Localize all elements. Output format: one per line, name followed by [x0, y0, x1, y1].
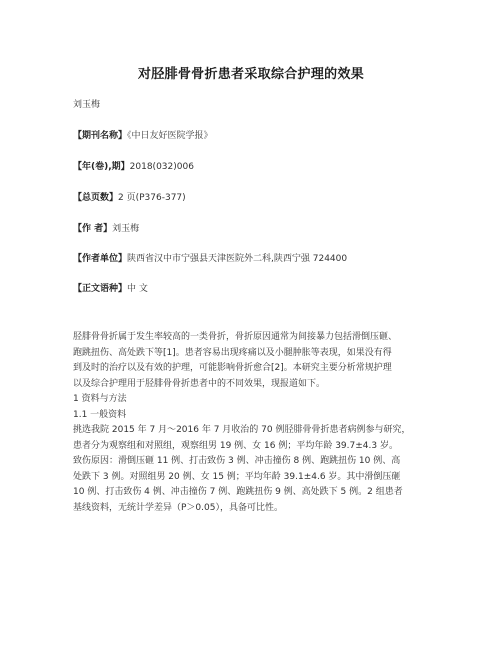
section-heading: 1 资料与方法 [73, 394, 127, 404]
text-line: 挑选我院 2015 年 7 月～2016 年 7 月收治的 70 例胫腓骨骨折患者病例参与研究， [73, 425, 411, 435]
meta-label: 【期刊名称】 [73, 131, 128, 141]
meta-label: 【作 者】 [73, 224, 113, 234]
meta-affiliation [73, 251, 347, 264]
text-line: 胫腓骨骨折属于发生率较高的一类骨折，骨折原因通常为间接暴力包括滑倒压砸、 [73, 332, 398, 342]
meta-author [73, 221, 139, 234]
text-line: 以及综合护理用于胫腓骨骨折患者中的不同效果，现报道如下。 [73, 378, 326, 389]
text-line: 基线资料，无统计学差异（P＞0.05），具备可比性。 [73, 502, 283, 513]
meta-pages [73, 190, 186, 203]
meta-language [73, 281, 148, 294]
meta-label: 【总页数】 [73, 193, 119, 203]
meta-value: 2018(032)006 [129, 162, 194, 172]
abstract-paragraph [73, 330, 443, 516]
text-line: 致伤原因：滑倒压砸 11 例、打击致伤 3 例、冲击撞伤 8 例、跑跳扭伤 10 例、高 [73, 456, 401, 466]
text-line: 10 例、打击致伤 4 例、冲击撞伤 7 例、跑跳扭伤 9 例、高处跌下 5 例。2 组患者 [73, 487, 403, 497]
meta-value: 2 页(P376-377) [118, 193, 186, 203]
meta-label: 【作者单位】 [73, 254, 128, 264]
text-line: 处跌下 3 例。对照组男 20 例、女 15 例；平均年龄 39.1±4.6 岁。其中滑倒压砸 [73, 471, 401, 482]
author-name: 刘玉梅 [73, 100, 101, 110]
meta-volume [73, 159, 194, 172]
text-line: 跑跳扭伤、高处跌下等[1]。患者容易出现疼痛以及小腿肿胀等表现，如果没有得 [73, 347, 392, 358]
meta-label: 【年(卷),期】 [73, 162, 130, 172]
text-line: 到及时的治疗以及有效的护理，可能影响骨折愈合[2]。本研究主要分析常规护理 [73, 363, 392, 373]
meta-value: 中 文 [127, 284, 148, 294]
meta-value: 陕西省汉中市宁强县天津医院外二科,陕西宁强 724400 [127, 254, 348, 264]
meta-value: 刘玉梅 [112, 224, 140, 234]
subsection-heading: 1.1 一般资料 [73, 409, 127, 420]
meta-journal [73, 128, 213, 141]
meta-value: 《中日友好医院学报》 [127, 131, 213, 141]
document-title: 对胫腓骨骨折患者采取综合护理的效果 [137, 67, 365, 82]
meta-label: 【正文语种】 [73, 284, 128, 294]
text-line: 患者分为观察组和对照组，观察组男 19 例、女 16 例；平均年龄 39.7±4.3 岁。 [73, 440, 398, 451]
